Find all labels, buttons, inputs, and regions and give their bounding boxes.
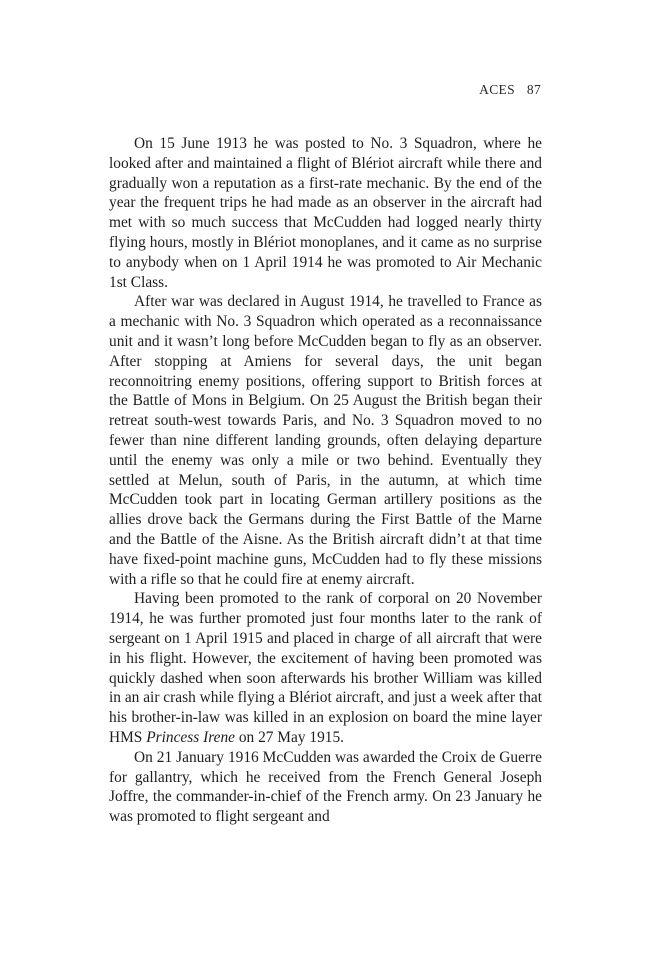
ship-name: Princess Irene [146, 728, 235, 746]
paragraph-3-text: Having been promoted to the rank of corporal on 20 November 1914, he was further promoted just four months later to the rank of sergeant on 1 April 1915 and placed in charge of all aircraft that were in his flight. However, the excitement of having been promoted was quickly dashed when soon afterwards his brother William was killed in an air crash while flying a Blériot aircraft, and just a week after that his brother-in-law was killed in an explosion on board the mine layer HMS [109, 590, 542, 746]
running-head [479, 82, 541, 98]
paragraph-3 [109, 589, 542, 747]
paragraph-4: On 21 January 1916 McCudden was awarded the Croix de Guerre for gallantry, which he received from the French General Joseph Joffre, the commander-in-chief of the French army. On 23 January he was promoted to flight sergeant and [109, 748, 542, 826]
paragraph-2: After war was declared in August 1914, he travelled to France as a mechanic with No. 3 Squadron which operated as a reconnaissance unit and it wasn’t long before McCudden began to fly as an observer. After stopping at Amiens for several days, the unit began reconnoitring enemy positions, offering support to British forces at the Battle of Mons in Belgium. On 25 August the British began their retreat south-west towards Paris, and No. 3 Squadron moved to no fewer than nine different landing grounds, often delaying departure until the enemy was only a mile or two behind. Eventually they settled at Melun, south of Paris, in the autumn, at which time McCudden took part in locating German artillery positions as the allies drove back the Germans during the First Battle of the Marne and the Battle of the Aisne. As the British aircraft didn’t at that time have fixed-point machine guns, McCudden had to fly these missions with a rifle so that he could fire at enemy aircraft. [109, 293, 542, 588]
body-text [109, 134, 542, 827]
paragraph-1: On 15 June 1913 he was posted to No. 3 Squadron, where he looked after and maintained a flight of Blériot aircraft while there and gradually won a reputation as a first-rate mechanic. By the end of the year the frequent trips he had made as an observer in the aircraft had met with so much success that McCudden had logged nearly thirty flying hours, mostly in Blériot monoplanes, and it came as no surprise to anybody when on 1 April 1914 he was promoted to Air Mechanic 1st Class. [109, 135, 542, 291]
paragraph-3-end: on 27 May 1915. [234, 728, 344, 746]
running-title: ACES [479, 82, 515, 97]
page-number: 87 [526, 82, 541, 97]
